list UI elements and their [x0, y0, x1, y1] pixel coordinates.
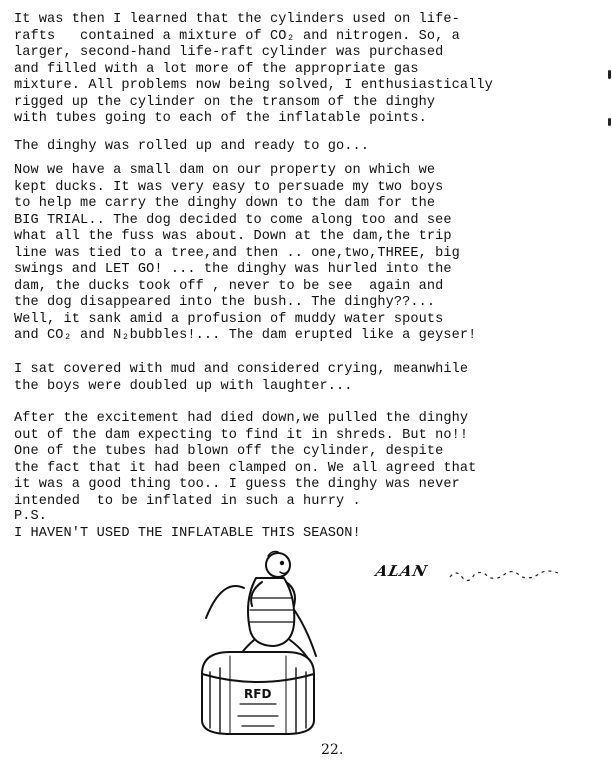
signature-scribble — [448, 567, 562, 583]
author-signature: ALAN — [374, 562, 430, 580]
paragraph-aftermath: After the excitement had died down,we pulled the dinghy out of the dam expecting to find it in shreds. But no!! One of the tubes had blown off the cylinder, despite the fact that it had been clamped on. We all agreed that it was a good thing too.. I guess the dinghy was never intended to be inflated in such a hurry . — [14, 411, 477, 509]
edge-mark-bottom — [608, 118, 611, 126]
paragraph-dinghy-ready: The dinghy was rolled up and ready to go... — [14, 139, 370, 154]
cylinder-label: RFD — [244, 687, 272, 701]
paragraph-covered-in-mud: I sat covered with mud and considered crying, meanwhile the boys were doubled up with laughter... — [14, 362, 469, 394]
postscript-label: P.S. — [14, 509, 48, 524]
paragraph-big-trial: Now we have a small dam on our property on which we kept ducks. It was very easy to persuade my two boys to help me carry the dinghy down to the dam for the BIG TRIAL.. The dog decided to come along too and see what all the fuss was about. Down at the dam,the trip line was tied to a tree,and then .. one,two,THREE, big swings and LET GO! ... the dinghy was hurled into the dam, the ducks took off , never to be see again and the dog disappeared into the bush.. The dinghy??... Well, it sank amid a profusion of muddy water spouts and CO₂ and N₂bubbles!... The dam erupted like a geyser! — [14, 163, 477, 343]
postscript-text: I HAVEN'T USED THE INFLATABLE THIS SEASON! — [14, 526, 361, 541]
cartoon-man-on-gas-cylinder — [182, 548, 332, 738]
paragraph-cylinder-explanation: It was then I learned that the cylinders used on life- rafts contained a mixture of CO₂ and nitrogen. So, a larger, second-hand life-raft cylinder was purchased and filled with a lot more of the appropriate gas mixture. All problems now being solved, I enthusiastically rigged up the cylinder on the transom of the dinghy with tubes going to each of the inflatable points. — [14, 12, 493, 126]
edge-mark-top — [608, 70, 611, 79]
page-number: 22. — [321, 742, 344, 758]
